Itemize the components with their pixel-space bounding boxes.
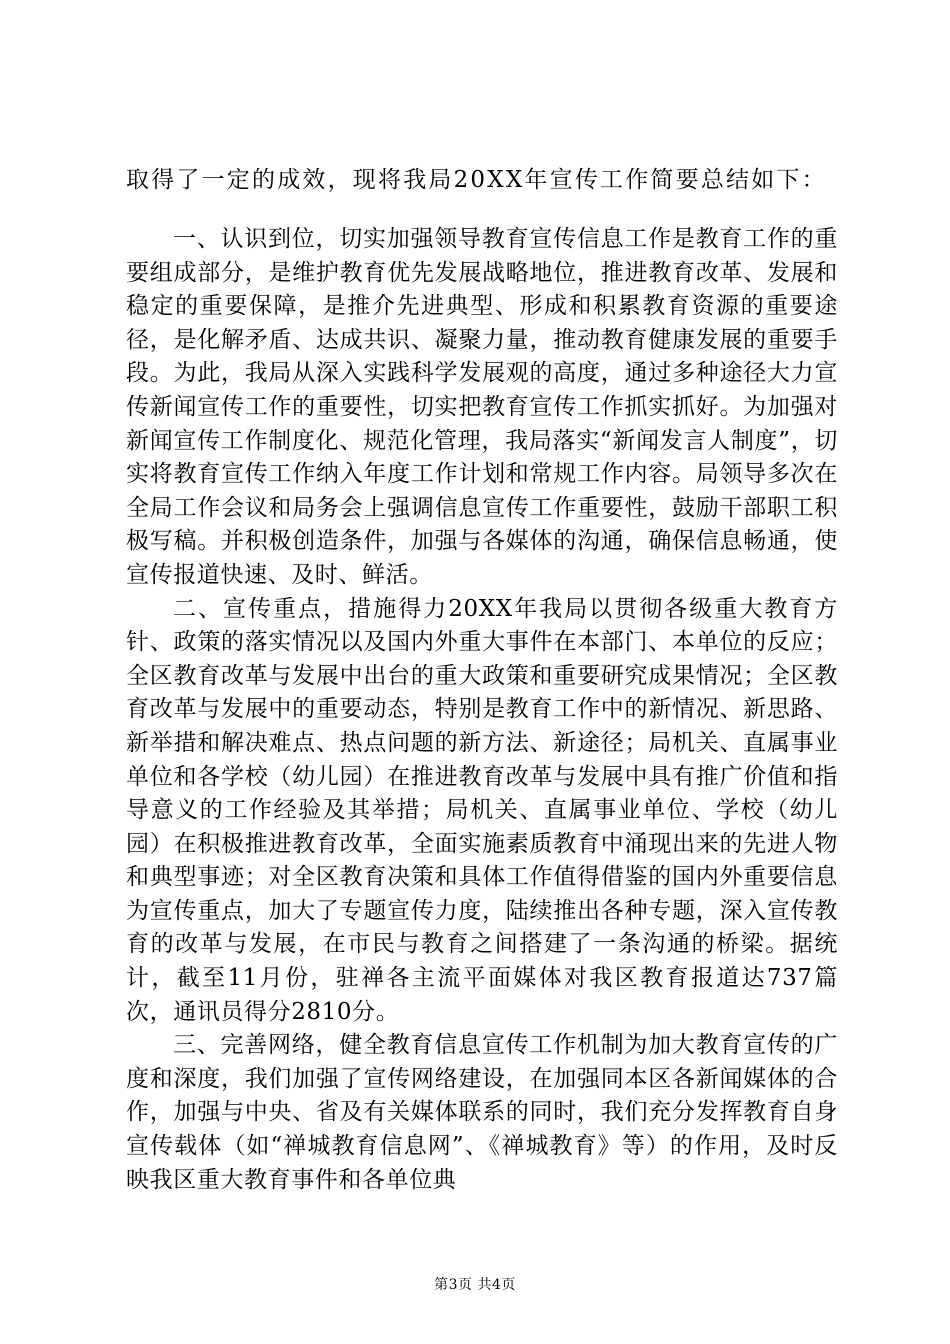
paragraph-3: 三、完善网络，健全教育信息宣传工作机制为加大教育宣传的广度和深度，我们加强了宣传网络建设，在加强同本区各新闻媒体的合作，加强与中央、省及有关媒体联系的同时，我们充分发挥教育自身宣传载体（如“禅城教育信息网”、《禅城教育》等）的作用，及时反映我区重大教育事件和各单位典 <box>126 1032 838 1193</box>
document-body <box>126 163 838 1197</box>
page-footer: 第3页 共4页 <box>434 1277 516 1293</box>
intro-line: 取得了一定的成效，现将我局20XX年宣传工作简要总结如下： <box>126 167 827 193</box>
paragraph-2: 二、宣传重点，措施得力20XX年我局以贯彻各级重大教育方针、政策的落实情况以及国内外重大事件在本部门、本单位的反应；全区教育改革与发展中出台的重大政策和重要研究成果情况；全区教育改革与发展中的重要动态，特别是教育工作中的新情况、新思路、新举措和解决难点、热点问题的新方法、新途径；局机关、直属事业单位和各学校（幼儿园）在推进教育改革与发展中具有推广价值和指导意义的工作经验及其举措；局机关、直属事业单位、学校（幼儿园）在积极推进教育改革，全面实施素质教育中涌现出来的先进人物和典型事迹；对全区教育决策和具体工作值得借鉴的国内外重要信息为宣传重点，加大了专题宣传力度，陆续推出各种专题，深入宣传教育的改革与发展，在市民与教育之间搭建了一条沟通的桥梁。据统计，截至11月份，驻禅各主流平面媒体对我区教育报道达737篇次，通讯员得分2810分。 <box>126 595 838 1025</box>
paragraph-1: 一、认识到位，切实加强领导教育宣传信息工作是教育工作的重要组成部分，是维护教育优先发展战略地位，推进教育改革、发展和稳定的重要保障，是推介先进典型、形成和积累教育资源的重要途径，是化解矛盾、达成共识、凝聚力量，推动教育健康发展的重要手段。为此，我局从深入实践科学发展观的高度，通过多种途径大力宣传新闻宣传工作的重要性，切实把教育宣传工作抓实抓好。为加强对新闻宣传工作制度化、规范化管理，我局落实“新闻发言人制度”，切实将教育宣传工作纳入年度工作计划和常规工作内容。局领导多次在全局工作会议和局务会上强调信息宣传工作重要性，鼓励干部职工积极写稿。并积极创造条件，加强与各媒体的沟通，确保信息畅通，使宣传报道快速、及时、鲜活。 <box>126 226 838 588</box>
